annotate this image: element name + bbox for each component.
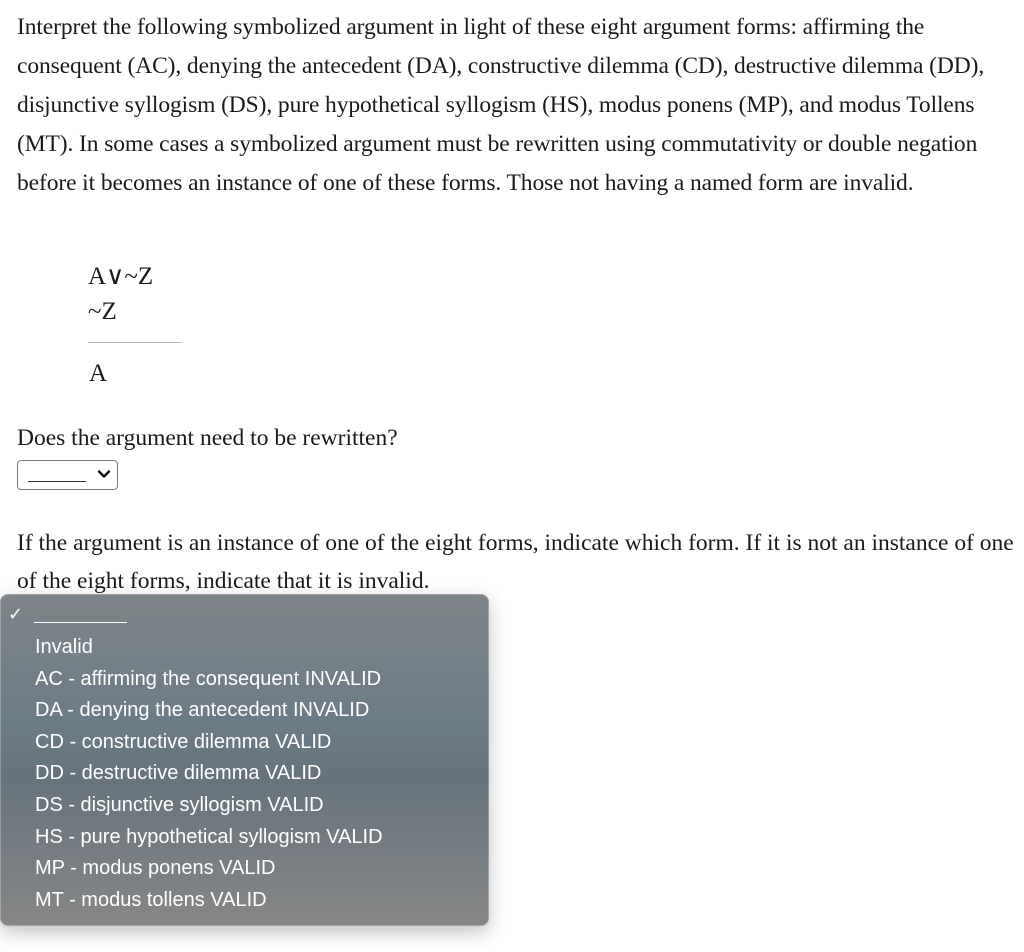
menu-option-da[interactable]: DA - denying the antecedent INVALID [35, 699, 370, 722]
menu-option-invalid[interactable]: Invalid [35, 636, 93, 658]
rewrite-question: Does the argument need to be rewritten? [17, 425, 398, 451]
menu-option-dd[interactable]: DD - destructive dilemma VALID [35, 762, 322, 785]
premise-1: A∨~Z [88, 263, 154, 290]
form-dropdown-menu[interactable] [0, 594, 489, 926]
rewrite-select-blank [28, 481, 86, 482]
instructions-text: Interpret the following symbolized argument in light of these eight argument forms: affirming the consequent (AC), denying the antecedent (DA), constructive dilemma (CD), destructive dilemma (DD), disjunctive syllogism (DS), pure hypothetical syllogism (HS), modus ponens (MP), and modus Tollens (MT). In some cases a symbolized argument must be rewritten using commutativity or double negation before it becomes an instance of one of these forms. Those not having a named form are invalid. [17, 14, 985, 196]
menu-option-blank[interactable] [34, 622, 127, 623]
menu-option-ac[interactable]: AC - affirming the consequent INVALID [35, 667, 382, 690]
menu-option-mp[interactable]: MP - modus ponens VALID [35, 857, 276, 880]
menu-option-ds[interactable]: DS - disjunctive syllogism VALID [35, 793, 324, 816]
premise-2: ~Z [88, 298, 117, 325]
menu-option-cd[interactable]: CD - constructive dilemma VALID [35, 730, 332, 753]
menu-option-mt[interactable]: MT - modus tollens VALID [35, 888, 267, 911]
checkmark-icon: ✓ [8, 604, 24, 625]
chevron-down-icon [97, 467, 111, 481]
rewrite-select[interactable] [17, 460, 118, 490]
form-question: If the argument is an instance of one of the eight forms, indicate which form. If it is not an instance of one of the eight forms, indicate that it is invalid. [17, 530, 1014, 594]
conclusion-divider [88, 342, 182, 343]
menu-options [35, 632, 383, 916]
conclusion: A [89, 360, 108, 387]
menu-option-hs[interactable]: HS - pure hypothetical syllogism VALID [35, 825, 383, 848]
